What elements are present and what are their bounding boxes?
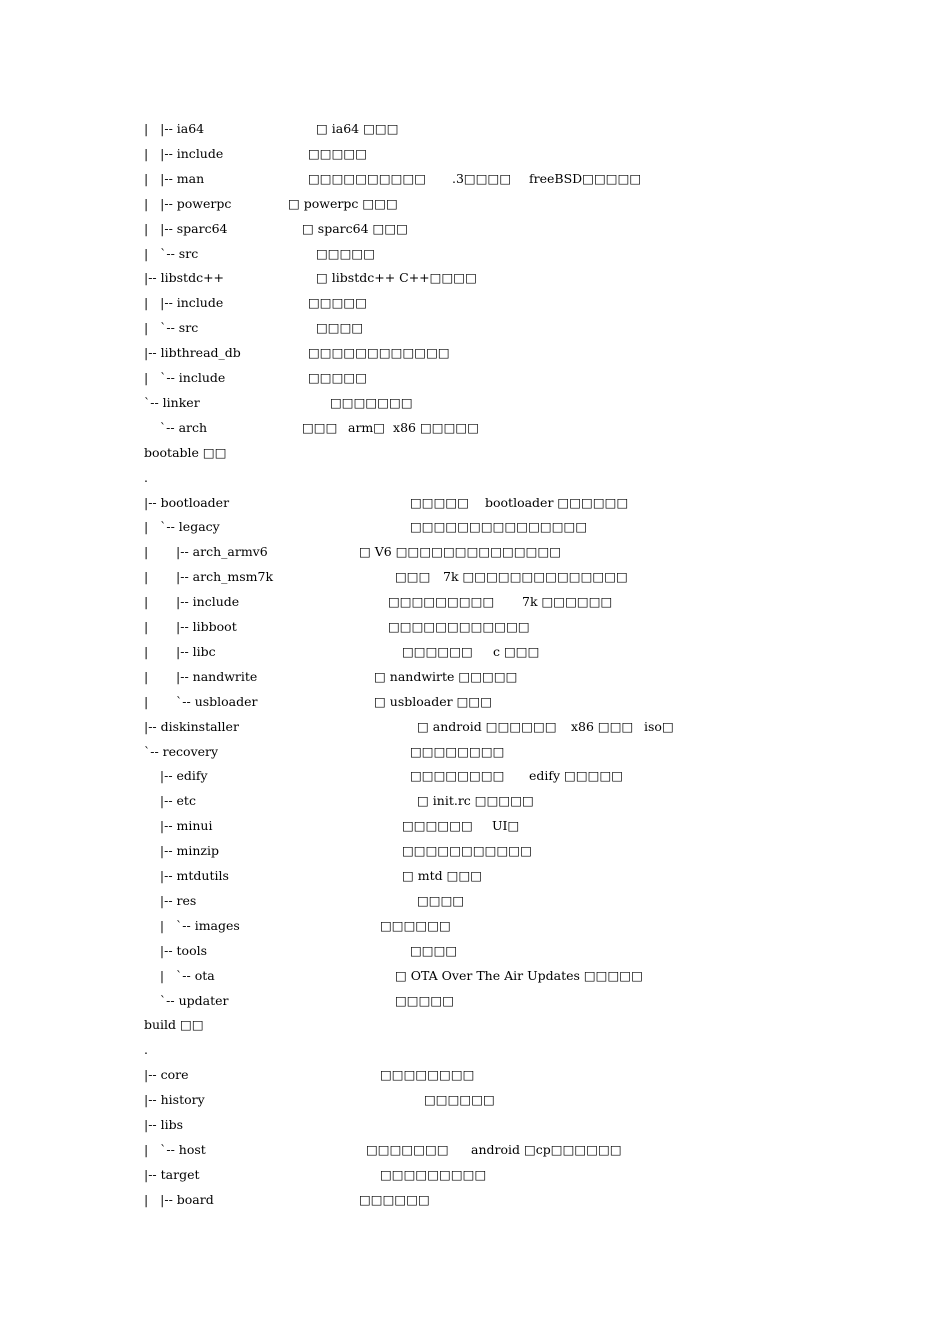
tree-path: |-- res [144, 892, 197, 908]
tree-path: | `-- images [144, 917, 240, 933]
tree-description: □□□□□□ [359, 1191, 430, 1207]
tree-description: □□□□ [316, 320, 364, 336]
tree-path: | `-- src [144, 320, 199, 336]
tree-description: □□□□□□ [402, 643, 473, 659]
tree-description: bootloader □□□□□□ [485, 494, 629, 510]
tree-line [0, 1115, 950, 1135]
tree-path: | |-- include [144, 295, 224, 311]
tree-path: `-- updater [144, 992, 229, 1008]
tree-description: □□□□□□ [402, 818, 473, 834]
tree-description: □ ia64 □□□ [316, 121, 399, 136]
tree-line [0, 966, 950, 986]
tree-description: c □□□ [493, 643, 540, 659]
tree-description: iso□ [644, 718, 674, 734]
tree-path: | |-- include [144, 594, 240, 610]
tree-line [0, 891, 950, 911]
tree-description: android □cp□□□□□□ [471, 1141, 622, 1157]
tree-description: □ OTA Over The Air Updates □□□□□ [395, 967, 643, 983]
tree-description: □ nandwirte □□□□□ [374, 668, 518, 684]
tree-description: □ powerpc □□□ [288, 195, 398, 211]
tree-description: □□□□□□□□□□□ [402, 843, 532, 859]
tree-line [0, 219, 950, 239]
tree-line [0, 1065, 950, 1085]
tree-path: `-- recovery [144, 743, 219, 759]
tree-path: | |-- libboot [144, 619, 237, 634]
tree-line [0, 742, 950, 762]
tree-line [0, 368, 950, 388]
tree-path: build □□ [144, 1017, 204, 1033]
tree-line [0, 766, 950, 786]
tree-description: □□□□□□□ [330, 394, 413, 410]
tree-line [0, 144, 950, 164]
tree-description: 7k □□□□□□□□□□□□□□ [443, 569, 628, 585]
tree-path: | `-- ota [144, 967, 215, 983]
tree-description: □□□□□□□□ [410, 743, 505, 759]
tree-line [0, 1190, 950, 1210]
tree-path: `-- linker [144, 394, 200, 410]
tree-description: □□□□□ [308, 295, 368, 311]
tree-path: | |-- libc [144, 643, 216, 659]
tree-line [0, 717, 950, 737]
tree-path: |-- libs [144, 1117, 184, 1132]
tree-line [0, 1015, 950, 1035]
tree-line [0, 517, 950, 537]
tree-path: |-- minui [144, 818, 213, 834]
tree-description: freeBSD□□□□□ [529, 170, 642, 186]
tree-path: | `-- include [144, 370, 226, 385]
tree-line [0, 866, 950, 886]
tree-description: □□□□□ [316, 245, 376, 261]
tree-description: □□□□□□□□□□□□ [308, 345, 450, 361]
tree-path: | `-- src [144, 245, 199, 261]
tree-description: edify □□□□□ [529, 768, 624, 784]
tree-line [0, 1040, 950, 1060]
tree-description: □□□□□ [308, 145, 368, 161]
tree-line [0, 194, 950, 214]
tree-path: | |-- powerpc [144, 195, 232, 211]
tree-path: |-- bootloader [144, 494, 230, 510]
tree-description: □□□□□□ [424, 1092, 495, 1108]
tree-description: □□□□□□□□□ [388, 594, 495, 610]
tree-path: `-- arch [144, 419, 208, 435]
tree-line [0, 318, 950, 338]
tree-line [0, 542, 950, 562]
tree-description: □□□□□□□□ [380, 1067, 475, 1083]
tree-line [0, 841, 950, 861]
tree-description: □ mtd □□□ [402, 868, 483, 883]
tree-description: .3□□□□ [452, 170, 512, 186]
tree-path: | `-- legacy [144, 519, 220, 535]
tree-description: 7k □□□□□□ [522, 594, 613, 610]
tree-description: □□□□□□□□ [410, 768, 505, 784]
tree-path: . [144, 1042, 148, 1058]
tree-path: |-- etc [144, 793, 196, 809]
tree-line [0, 443, 950, 463]
tree-line [0, 1140, 950, 1160]
tree-line [0, 343, 950, 363]
tree-description: □□□□□□□□□□ [308, 170, 427, 186]
tree-path: |-- core [144, 1067, 189, 1083]
tree-line [0, 393, 950, 413]
tree-path: | |-- arch_msm7k [144, 569, 274, 585]
tree-path: |-- edify [144, 768, 208, 784]
tree-path: | `-- usbloader [144, 693, 258, 709]
tree-line [0, 642, 950, 662]
tree-path: |-- tools [144, 942, 208, 958]
tree-description: □ V6 □□□□□□□□□□□□□□ [359, 544, 562, 560]
tree-line [0, 493, 950, 513]
tree-path: | |-- include [144, 145, 224, 161]
tree-path: |-- mtdutils [144, 868, 229, 883]
tree-line [0, 418, 950, 438]
tree-line [0, 244, 950, 264]
tree-line [0, 1090, 950, 1110]
tree-path: | `-- host [144, 1141, 206, 1157]
tree-path: |-- diskinstaller [144, 718, 239, 734]
tree-line [0, 916, 950, 936]
tree-line [0, 567, 950, 587]
tree-path: |-- libthread_db [144, 345, 241, 361]
tree-description: □□□□□ [308, 370, 368, 385]
tree-line [0, 592, 950, 612]
tree-line [0, 468, 950, 488]
tree-path: |-- libstdc++ [144, 270, 225, 286]
tree-description: □□□□□ [410, 494, 470, 510]
tree-description: □□□□□ [395, 992, 455, 1008]
tree-path: | |-- board [144, 1191, 214, 1207]
tree-description: □□□ [302, 419, 338, 435]
tree-description: x86 □□□ [571, 718, 634, 734]
tree-line [0, 941, 950, 961]
tree-path: | |-- man [144, 170, 205, 186]
tree-description: □ android □□□□□□ [417, 718, 557, 734]
tree-path: |-- history [144, 1092, 205, 1108]
tree-line [0, 692, 950, 712]
tree-description: □□□□□□□□□□□□□□□ [410, 519, 588, 535]
tree-line [0, 991, 950, 1011]
tree-description: □□□ [395, 569, 431, 585]
tree-description: □□□□ [417, 892, 465, 908]
tree-path: |-- target [144, 1166, 200, 1182]
tree-line [0, 119, 950, 139]
tree-line [0, 169, 950, 189]
tree-path: | |-- sparc64 [144, 220, 228, 236]
tree-path: |-- minzip [144, 843, 220, 859]
tree-description: UI□ [492, 818, 520, 834]
tree-description: □ init.rc □□□□□ [417, 793, 534, 809]
tree-line [0, 293, 950, 313]
tree-description: □□□□□□□ [366, 1141, 449, 1157]
tree-line [0, 667, 950, 687]
tree-path: | |-- nandwrite [144, 668, 258, 684]
tree-line [0, 617, 950, 637]
tree-description: □□□□ [410, 942, 458, 958]
tree-path: . [144, 469, 148, 485]
tree-line [0, 816, 950, 836]
tree-description: □ usbloader □□□ [374, 693, 493, 709]
tree-description: arm□ x86 □□□□□ [348, 419, 480, 435]
tree-description: □□□□□□□□□ [380, 1166, 487, 1182]
tree-description: □□□□□□□□□□□□ [388, 619, 530, 634]
tree-line [0, 1165, 950, 1185]
tree-line [0, 268, 950, 288]
tree-path: | |-- ia64 [144, 121, 205, 136]
tree-description: □ sparc64 □□□ [302, 220, 408, 236]
tree-line [0, 791, 950, 811]
tree-path: bootable □□ [144, 444, 227, 460]
tree-path: | |-- arch_armv6 [144, 544, 268, 560]
tree-description: □□□□□□ [380, 917, 451, 933]
tree-description: □ libstdc++ C++□□□□ [316, 270, 477, 286]
